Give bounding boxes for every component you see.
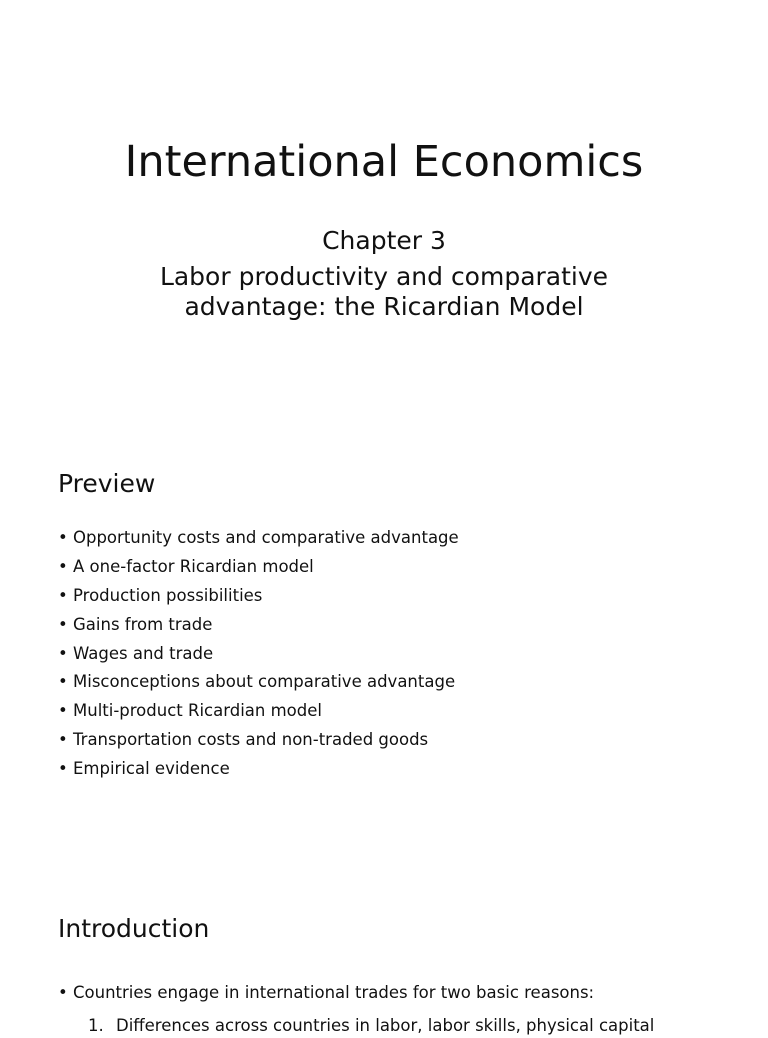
- numbered-item: [88, 1014, 654, 1038]
- chapter-subtitle-line-2: advantage: the Ricardian Model: [184, 292, 584, 321]
- chapter-label: Chapter 3: [322, 226, 446, 255]
- list-item: [58, 670, 459, 699]
- list-item-text: Production possibilities: [73, 585, 263, 605]
- preview-bullet-list: [58, 526, 459, 786]
- list-item: [58, 642, 459, 671]
- numbered-item-text: Differences across countries in labor, labor skills, physical capital: [116, 1016, 655, 1035]
- list-item-text: Empirical evidence: [73, 759, 230, 779]
- list-item-text: Gains from trade: [73, 614, 213, 634]
- list-item-text: Opportunity costs and comparative advantage: [73, 528, 459, 547]
- list-item-text: A one-factor Ricardian model: [73, 556, 314, 576]
- list-item-text: Wages and trade: [73, 643, 214, 663]
- bullet-icon: •: [58, 983, 68, 1002]
- bullet-icon: •: [58, 730, 68, 750]
- bullet-icon: •: [58, 556, 68, 576]
- title-slide: [0, 0, 768, 432]
- list-item: [58, 981, 594, 1010]
- list-item-text: Multi-product Ricardian model: [73, 701, 322, 721]
- preview-heading: Preview: [58, 469, 156, 498]
- list-item: [58, 728, 459, 757]
- list-item: [58, 526, 459, 555]
- chapter-subtitle: [134, 262, 634, 322]
- bullet-icon: •: [58, 585, 68, 605]
- introduction-numbered-list: [88, 1014, 654, 1038]
- introduction-bullet-list: [58, 981, 594, 1010]
- bullet-icon: •: [58, 614, 68, 634]
- bullet-icon: •: [58, 643, 68, 663]
- list-item: [58, 613, 459, 642]
- chapter-subtitle-line-1: Labor productivity and comparative: [159, 262, 609, 291]
- list-item: [58, 584, 459, 613]
- list-item: [58, 757, 459, 786]
- bullet-icon: •: [58, 672, 68, 692]
- list-item: [58, 699, 459, 728]
- list-item: [58, 555, 459, 584]
- bullet-icon: •: [58, 528, 68, 547]
- document-title: International Economics: [124, 137, 644, 187]
- item-number: 1.: [88, 1016, 104, 1035]
- bullet-icon: •: [58, 701, 68, 721]
- list-item-text: Misconceptions about comparative advantage: [73, 672, 456, 692]
- list-item-text: Countries engage in international trades for two basic reasons:: [73, 983, 595, 1002]
- introduction-heading: Introduction: [58, 914, 210, 943]
- introduction-slide: [0, 864, 768, 1035]
- list-item-text: Transportation costs and non-traded goods: [73, 730, 429, 750]
- bullet-icon: •: [58, 759, 68, 779]
- preview-slide: [0, 432, 768, 864]
